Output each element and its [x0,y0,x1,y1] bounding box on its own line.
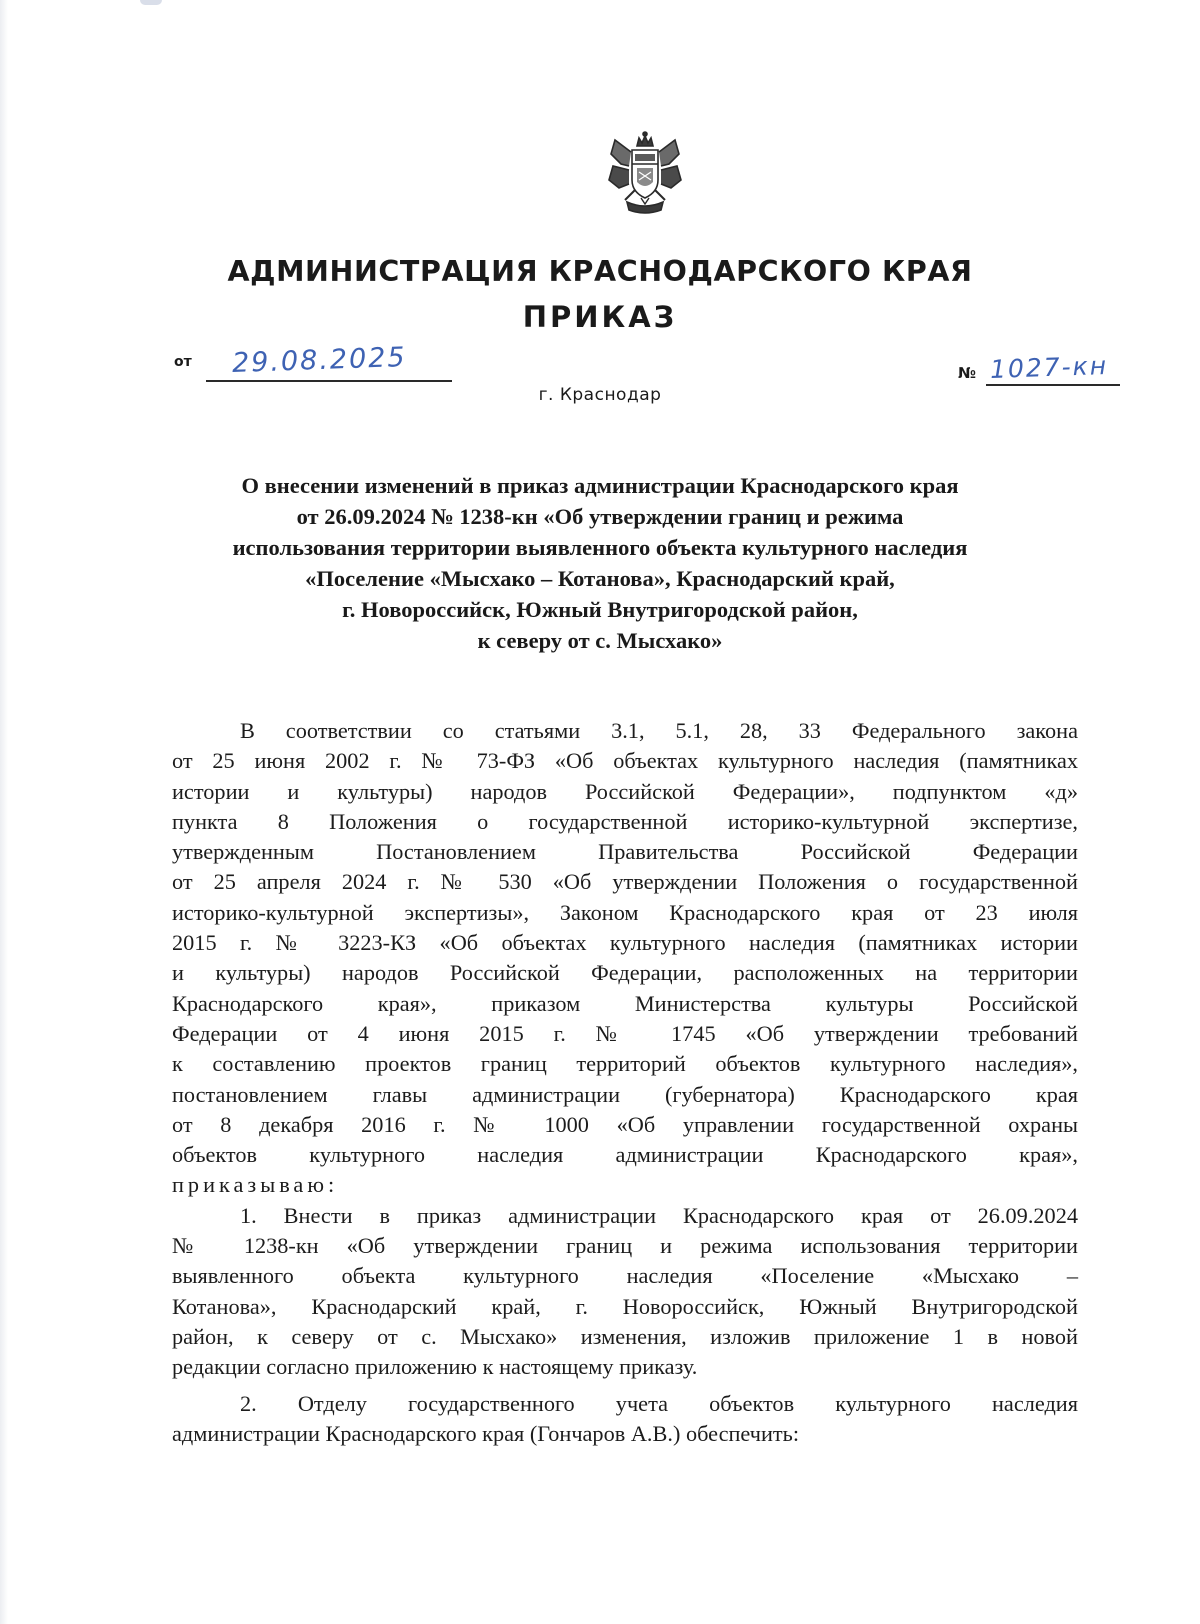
item-2-line: администрации Краснодарского края (Гончаров А.В.) обеспечить: [172,1420,800,1446]
item-1-line: выявленного объекта культурного наследия «Поселение «Мысхако – [172,1263,1078,1289]
preamble-line: от 25 июня 2002 г. № 73-ФЗ «Об объектах культурного наследия (памятниках [172,748,1078,774]
preamble-line: 2015 г. № 3223-КЗ «Об объектах культурного наследия (памятниках истории [172,930,1078,956]
preamble-line: постановлением главы администрации (губернатора) Краснодарского края [172,1081,1078,1107]
heading-line: «Поселение «Мысхако – Котанова», Краснодарский край, [305,566,895,591]
handwritten-number: 1027-кн [989,350,1109,385]
item-1-line: район, к северу от с. Мысхако» изменения, изложив приложение 1 в новой [172,1323,1078,1349]
document-heading [150,470,1050,656]
preamble-line: к составлению проектов границ территорий объектов культурного наследия», [172,1051,1078,1077]
heading-line: к северу от с. Мысхако» [477,628,723,653]
item-2-line: 2. Отделу государственного учета объектов культурного наследия [240,1390,1078,1416]
preamble-line: пункта 8 Положения о государственной историко-культурной экспертизе, [172,808,1078,834]
organization-title: АДМИНИСТРАЦИЯ КРАСНОДАРСКОГО КРАЯ [227,255,973,288]
preamble-line: Федерации от 4 июня 2015 г. № 1745 «Об утверждении требований [172,1020,1078,1046]
preamble-line: истории и культуры) народов Российской Федерации», подпунктом «д» [172,778,1078,804]
preamble-line: и культуры) народов Российской Федерации, расположенных на территории [172,960,1078,986]
handwritten-date: 29.08.2025 [231,341,408,380]
preamble-line: объектов культурного наследия администрации Краснодарского края», [172,1142,1078,1168]
item-1-line: Котанова», Краснодарский край, г. Новороссийск, Южный Внутригородской [172,1293,1078,1319]
heading-line: от 26.09.2024 № 1238-кн «Об утверждении границ и режима [296,504,904,529]
heading-line: О внесении изменений в приказ администрации Краснодарского края [241,473,959,498]
scan-edge-shadow [0,0,8,1624]
preamble-line: утвержденным Постановлением Правительства Российской Федерации [172,839,1078,865]
date-prefix: от [174,354,192,370]
preamble-line: В соответствии со статьями 3.1, 5.1, 28, 33 Федерального закона [240,718,1078,743]
document-type: ПРИКАЗ [522,300,678,334]
coat-of-arms-icon [605,130,685,220]
scan-mark [140,0,162,5]
preamble-line: от 8 декабря 2016 г. № 1000 «Об управлении государственной охраны [172,1111,1078,1137]
preamble-line: от 25 апреля 2024 г. № 530 «Об утверждении Положения о государственной [172,869,1078,895]
item-1-line: № 1238-кн «Об утверждении границ и режима использования территории [172,1233,1078,1259]
order-word: приказываю: [172,1172,339,1198]
heading-line: использования территории выявленного объекта культурного наследия [232,535,968,560]
heading-line: г. Новороссийск, Южный Внутригородской район, [342,597,858,622]
date-underline [206,380,452,382]
number-label: № [958,364,977,382]
document-body [172,716,1078,1449]
item-1-line: редакции согласно приложению к настоящему приказу. [172,1354,698,1380]
preamble-line: Краснодарского края», приказом Министерства культуры Российской [172,990,1078,1016]
preamble-line: историко-культурной экспертизы», Законом Краснодарского края от 23 июля [172,899,1078,925]
item-1-line: 1. Внести в приказ администрации Краснодарского края от 26.09.2024 [240,1202,1078,1228]
city-name: г. Краснодар [538,385,662,405]
